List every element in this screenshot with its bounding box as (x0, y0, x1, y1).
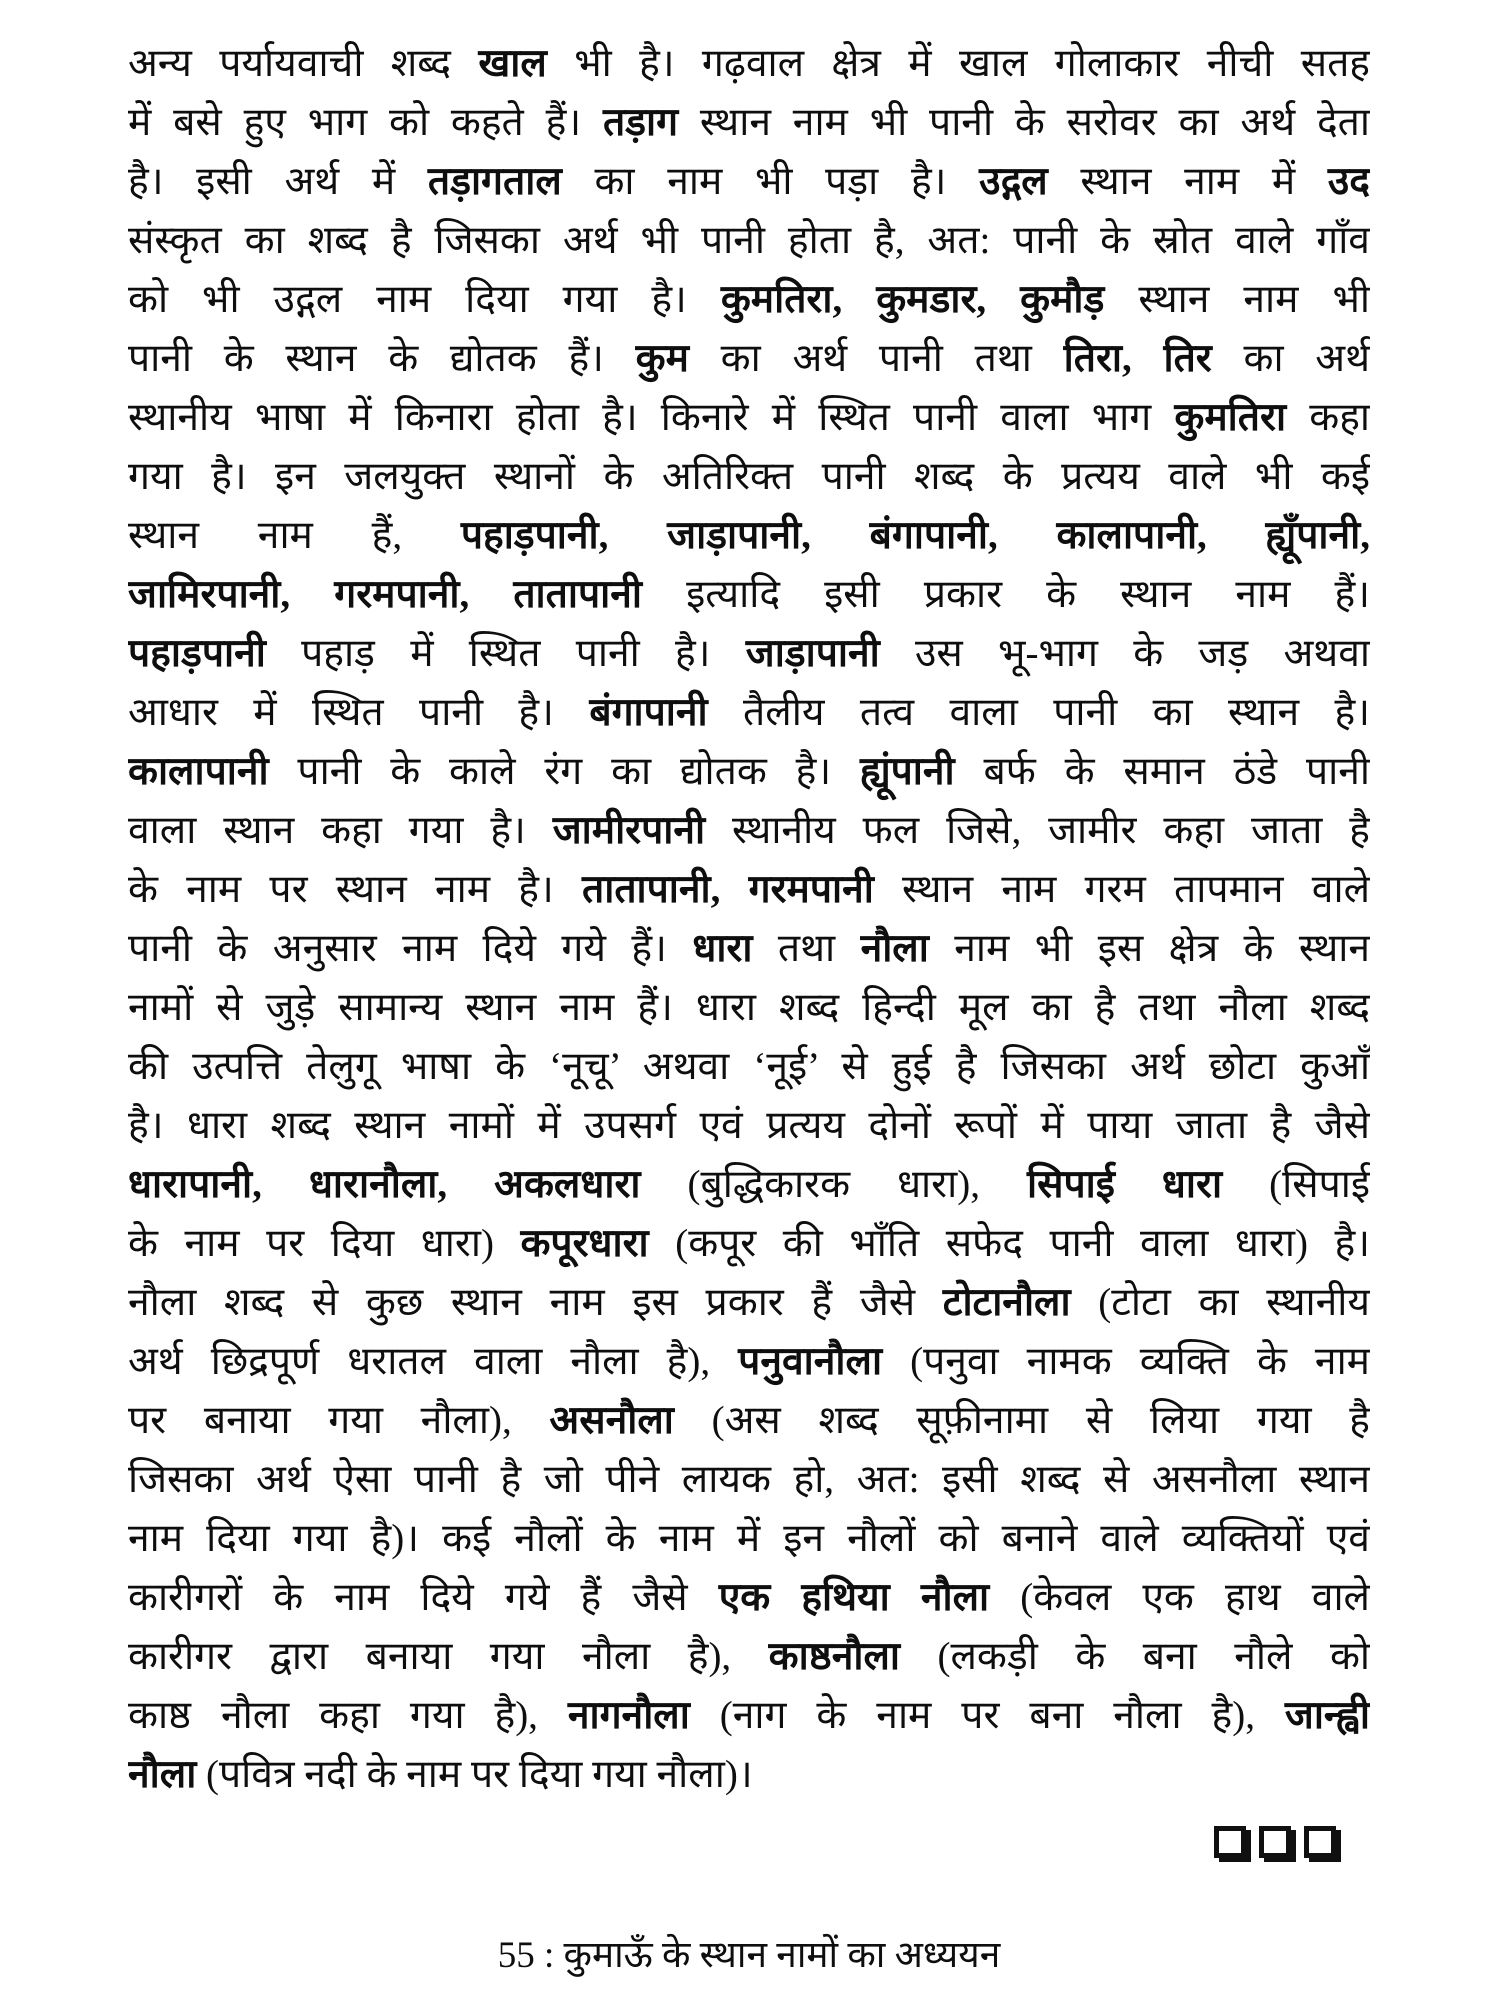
text-run: (सिपाई (1222, 1163, 1370, 1206)
text-run: (टोटा का स्थानीय (1070, 1281, 1370, 1324)
text-line (128, 565, 1370, 624)
text-run: को भी उद्गल नाम दिया गया है। (128, 278, 721, 321)
text-run: कहा (1286, 396, 1370, 439)
text-run: नाम भी इस क्षेत्र के स्थान (928, 927, 1370, 970)
text-run: काष्ठ नौला कहा गया है), (128, 1694, 568, 1737)
text-run: (बुद्धिकारक धारा), (640, 1163, 1028, 1206)
bold-term: जामिरपानी, गरमपानी, तातापानी (128, 573, 642, 616)
text-run: (लकड़ी के बना नौले को (900, 1635, 1370, 1678)
text-run: जिसका अर्थ ऐसा पानी है जो पीने लायक हो, अत: इसी शब्द से असनौला स्थान (128, 1458, 1370, 1501)
end-marker-square-icon (1259, 1826, 1291, 1858)
text-run: (केवल एक हाथ वाले (989, 1576, 1370, 1619)
bold-term: पहाड़पानी (128, 632, 266, 675)
text-run: का अर्थ पानी तथा (688, 337, 1064, 380)
text-line (128, 1745, 1370, 1804)
text-run: की उत्पत्ति तेलुगू भाषा के ‘नूचू’ अथवा ‘नूई’ से हुई है जिसका अर्थ छोटा कुआँ (128, 1045, 1370, 1088)
bold-term: उद्गल (979, 160, 1048, 203)
text-run: कारीगर द्वारा बनाया गया नौला है), (128, 1635, 769, 1678)
bold-term: तड़ागताल (427, 160, 562, 203)
text-run: पहाड़ में स्थित पानी है। (265, 632, 746, 675)
text-run: आधार में स्थित पानी है। (128, 691, 590, 734)
text-run: नाम दिया गया है)। कई नौलों के नाम में इन नौलों को बनाने वाले व्यक्तियों एवं (128, 1517, 1370, 1560)
text-run: स्थानीय फल जिसे, जामीर कहा जाता है (705, 809, 1370, 852)
bold-term: जाड़ापानी (745, 632, 880, 675)
text-run: उस भू-भाग के जड़ अथवा (879, 632, 1370, 675)
text-run: में बसे हुए भाग को कहते हैं। (128, 101, 603, 144)
text-line (128, 1096, 1370, 1155)
text-line (128, 211, 1370, 270)
text-line (128, 270, 1370, 329)
text-line (128, 801, 1370, 860)
bold-term: सिपाई धारा (1027, 1163, 1223, 1206)
bold-term: जामीरपानी (552, 809, 706, 852)
text-run: (नाग के नाम पर बना नौला है), (689, 1694, 1285, 1737)
text-line (128, 919, 1370, 978)
text-run: (पनुवा नामक व्यक्ति के नाम (882, 1340, 1370, 1383)
text-line (128, 1214, 1370, 1273)
text-run: पानी के अनुसार नाम दिये गये हैं। (128, 927, 693, 970)
text-run: भी है। गढ़वाल क्षेत्र में खाल गोलाकार नीची सतह (546, 42, 1370, 85)
text-line (128, 34, 1370, 93)
text-run: पानी के काले रंग का द्योतक है। (268, 750, 860, 793)
text-line (128, 742, 1370, 801)
text-run: स्थान नाम भी पानी के सरोवर का अर्थ देता (678, 101, 1370, 144)
bold-term: एक हथिया नौला (718, 1576, 990, 1619)
text-line (128, 93, 1370, 152)
text-run: पानी के स्थान के द्योतक हैं। (128, 337, 636, 380)
bold-term: धारा (692, 927, 753, 970)
bold-term: तातापानी, गरमपानी (581, 868, 874, 911)
text-line (128, 1391, 1370, 1450)
bold-term: ह्यूंपानी (859, 750, 955, 793)
bold-term: असनौला (549, 1399, 674, 1442)
text-line (128, 506, 1370, 565)
text-run: का अर्थ (1211, 337, 1370, 380)
bold-term: बंगापानी (589, 691, 708, 734)
text-line (128, 152, 1370, 211)
bold-term: तड़ाग (602, 101, 679, 144)
text-line (128, 1332, 1370, 1391)
text-run: पर बनाया गया नौला), (128, 1399, 550, 1442)
text-run: इत्यादि इसी प्रकार के स्थान नाम हैं। (641, 573, 1370, 616)
bold-term: खाल (478, 42, 547, 85)
bold-term: काष्ठनौला (768, 1635, 900, 1678)
bold-term: नागनौला (567, 1694, 690, 1737)
paragraph (128, 34, 1370, 1804)
text-run: स्थान नाम गरम तापमान वाले (873, 868, 1370, 911)
text-run: बर्फ के समान ठंडे पानी (954, 750, 1370, 793)
text-run: अर्थ छिद्रपूर्ण धरातल वाला नौला है), (128, 1340, 739, 1383)
text-run: संस्कृत का शब्द है जिसका अर्थ भी पानी होता है, अत: पानी के स्रोत वाले गाँव (128, 219, 1370, 262)
text-run: कारीगरों के नाम दिये गये हैं जैसे (128, 1576, 719, 1619)
text-run: के नाम पर स्थान नाम है। (128, 868, 582, 911)
text-line (128, 1686, 1370, 1745)
text-run: नौला शब्द से कुछ स्थान नाम इस प्रकार हैं जैसे (128, 1281, 943, 1324)
text-line (128, 388, 1370, 447)
bold-term: धारापानी, धारानौला, अकलधारा (128, 1163, 641, 1206)
text-run: का नाम भी पड़ा है। (561, 160, 980, 203)
text-run: तथा (752, 927, 861, 970)
text-run: स्थान नाम में (1047, 160, 1328, 203)
text-run: स्थानीय भाषा में किनारा होता है। किनारे में स्थित पानी वाला भाग (128, 396, 1175, 439)
text-run: स्थान नाम भी (1104, 278, 1370, 321)
text-line (128, 1509, 1370, 1568)
text-run: वाला स्थान कहा गया है। (128, 809, 553, 852)
text-line (128, 1037, 1370, 1096)
text-run: है। इसी अर्थ में (128, 160, 428, 203)
bold-term: पहाड़पानी, जाड़ापानी, बंगापानी, कालापानी, ह्यूँपानी, (460, 514, 1370, 557)
text-run: स्थान नाम हैं, (128, 514, 461, 557)
bold-term: जान्ह्वी (1284, 1694, 1370, 1737)
text-run: (पवित्र नदी के नाम पर दिया गया नौला)। (196, 1753, 753, 1796)
page-footer: 55 : कुमाऊँ के स्थान नामों का अध्ययन (497, 1935, 1001, 1976)
bold-term: तिरा, तिर (1063, 337, 1212, 380)
end-marker-square-icon (1214, 1826, 1246, 1858)
bold-term: नौला (128, 1753, 197, 1796)
text-line (128, 978, 1370, 1037)
text-line (128, 1627, 1370, 1686)
bold-term: कुमतिरा (1174, 396, 1287, 439)
text-line (128, 683, 1370, 742)
bold-term: कुमतिरा, कुमडार, कुमौड़ (720, 278, 1105, 321)
text-run: नामों से जुड़े सामान्य स्थान नाम हैं। धारा शब्द हिन्दी मूल का है तथा नौला शब्द (128, 986, 1370, 1029)
bold-term: पनुवानौला (738, 1340, 883, 1383)
bold-term: टोटानौला (942, 1281, 1071, 1324)
text-line (128, 1568, 1370, 1627)
text-line (128, 860, 1370, 919)
text-line (128, 624, 1370, 683)
bold-term: कुम (635, 337, 689, 380)
text-line (128, 447, 1370, 506)
end-marker (128, 1804, 1370, 1904)
bold-term: कपूरधारा (520, 1222, 649, 1265)
text-line (128, 1155, 1370, 1214)
text-line (128, 1450, 1370, 1509)
text-run: (अस शब्द सूफ़ीनामा से लिया गया है (673, 1399, 1370, 1442)
text-run: अन्य पर्यायवाची शब्द (128, 42, 479, 85)
end-marker-square-icon (1304, 1826, 1336, 1858)
bold-term: नौला (860, 927, 929, 970)
text-run: गया है। इन जलयुक्त स्थानों के अतिरिक्त पानी शब्द के प्रत्यय वाले भी कई (128, 455, 1370, 498)
bold-term: कालापानी (128, 750, 269, 793)
text-run: के नाम पर दिया धारा) (128, 1222, 521, 1265)
text-run: (कपूर की भाँति सफेद पानी वाला धारा) है। (648, 1222, 1370, 1265)
text-run: तैलीय तत्व वाला पानी का स्थान है। (707, 691, 1370, 734)
text-run: है। धारा शब्द स्थान नामों में उपसर्ग एवं प्रत्यय दोनों रूपों में पाया जाता है जैसे (128, 1104, 1370, 1147)
text-line (128, 1273, 1370, 1332)
bold-term: उद (1327, 160, 1370, 203)
text-line (128, 329, 1370, 388)
